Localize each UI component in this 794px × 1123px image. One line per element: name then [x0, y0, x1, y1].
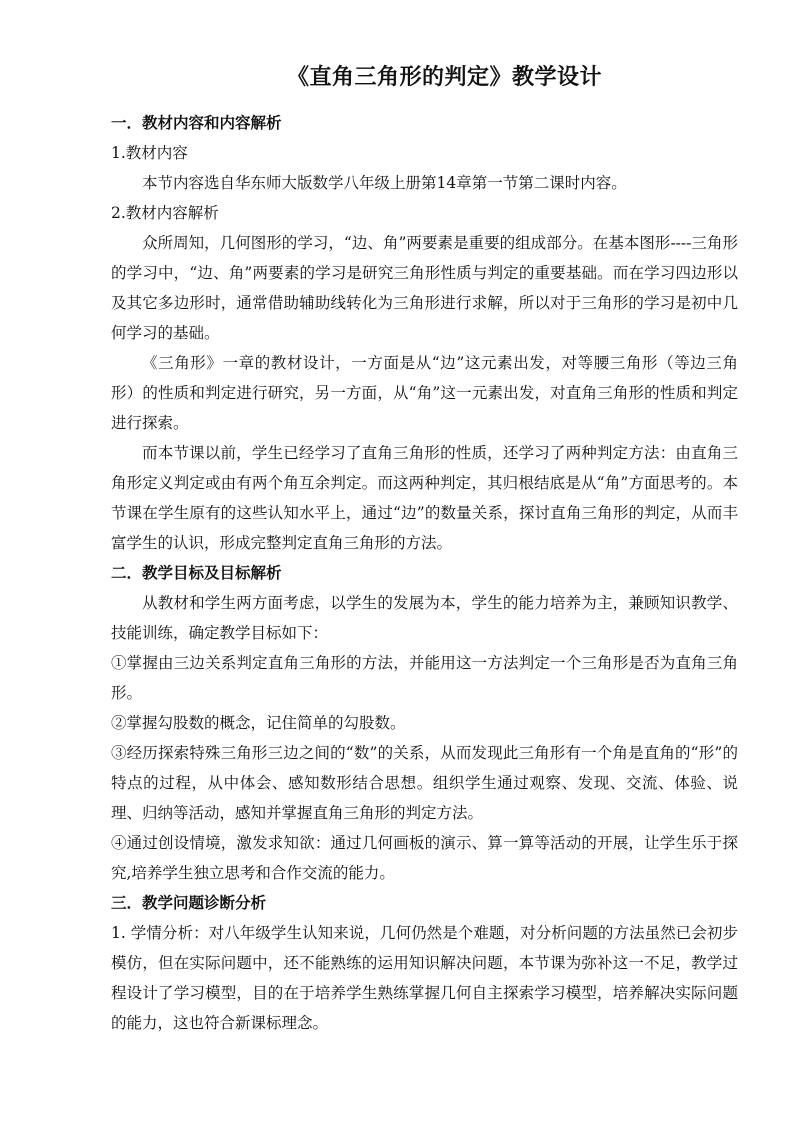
- section-heading-2: 二．教学目标及目标解析: [111, 563, 282, 582]
- subheading-textbook-content: 1.教材内容: [111, 144, 188, 162]
- section-problem-diagnosis: [111, 888, 738, 1038]
- goal-item-4: ④通过创设情境，激发求知欲：通过几何画板的演示、算一算等活动的开展，让学生乐于探究,培养学生独立思考和合作交流的能力。: [111, 834, 738, 882]
- subheading-content-analysis: 2.教材内容解析: [111, 204, 219, 222]
- document-title: 《直角三角形的判定》教学设计: [286, 64, 602, 90]
- section-heading-3: 三．教学问题诊断分析: [111, 893, 267, 912]
- paragraph-analysis-2: 《三角形》一章的教材设计，一方面是从“边”这元素出发，对等腰三角形（等边三角形）的性质和判定进行研究，另一方面，从“角”这一元素出发，对直角三角形的性质和判定进行探索。: [111, 354, 738, 432]
- paragraph-analysis-1: 众所周知，几何图形的学习，“边、角”两要素是重要的组成部分。在基本图形----三角形的学习中，“边、角”两要素的学习是研究三角形性质与判定的重要基础。而在学习四边形以及其它多边形时，通常借助辅助线转化为三角形进行求解，所以对于三角形的学习是初中几何学习的基础。: [111, 234, 738, 342]
- section-heading-1: 一．教材内容和内容解析: [111, 113, 282, 132]
- paragraph-analysis-3: 而本节课以前，学生已经学习了直角三角形的性质，还学习了两种判定方法：由直角三角形定义判定或由有两个角互余判定。而这两种判定，其归根结底是从“角”方面思考的。本节课在学生原有的这些认知水平上，通过“边”的数量关系，探讨直角三角形的判定，从而丰富学生的认识，形成完整判定直角三角形的方法。: [111, 444, 738, 552]
- paragraph-goals-intro: 从教材和学生两方面考虑，以学生的发展为本，学生的能力培养为主，兼顾知识教学、技能训练，确定教学目标如下：: [111, 594, 738, 642]
- goal-item-2: ②掌握勾股数的概念，记住简单的勾股数。: [111, 714, 406, 732]
- section-teaching-goals: [111, 558, 738, 888]
- goal-item-1: ①掌握由三边关系判定直角三角形的方法，并能用这一方法判定一个三角形是否为直角三角形。: [111, 654, 738, 702]
- goal-item-3: ③经历探索特殊三角形三边之间的“数”的关系，从而发现此三角形有一个角是直角的“形”的特点的过程，从中体会、感知数形结合思想。组织学生通过观察、发现、交流、体验、说理、归纳等活动，感知并掌握直角三角形的判定方法。: [111, 744, 738, 822]
- paragraph-textbook-source: 本节内容选自华东师大版数学八年级上册第14章第一节第二课时内容。: [142, 174, 627, 192]
- diagnosis-item-1: 1. 学情分析：对八年级学生认知来说，几何仍然是个难题，对分析问题的方法虽然已会初步模仿，但在实际问题中，还不能熟练的运用知识解决问题，本节课为弥补这一不足，教学过程设计了学习模型，目的在于培养学生熟练掌握几何自主探索学习模型，培养解决实际问题的能力，这也符合新课标理念。: [111, 924, 738, 1032]
- section-textbook-content: [111, 108, 738, 558]
